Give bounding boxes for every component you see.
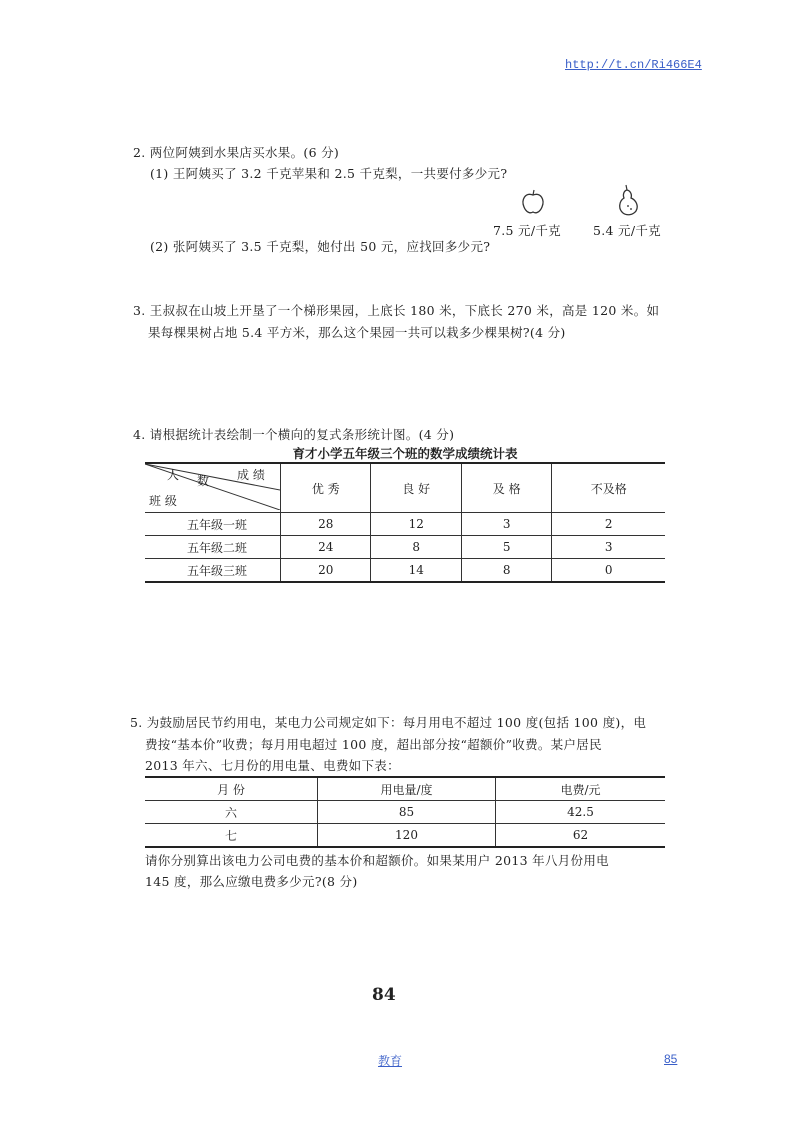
table-cell: 85 bbox=[318, 801, 496, 824]
footer-page-link[interactable]: 85 bbox=[664, 1052, 678, 1066]
table-cell: 8 bbox=[371, 536, 461, 559]
col-header-excellent: 优 秀 bbox=[281, 463, 371, 513]
table-row bbox=[145, 801, 665, 824]
pear-icon bbox=[615, 183, 641, 217]
q4-title: 4. 请根据统计表绘制一个横向的复式条形统计图。(4 分) bbox=[133, 427, 455, 442]
q5-after1: 请你分别算出该电力公司电费的基本价和超额价。如果某用户 2013 年八月份用电 bbox=[145, 853, 609, 868]
electricity-table bbox=[145, 776, 665, 848]
pear-price-label: 5.4 元/千克 bbox=[593, 223, 661, 238]
q5-line1: 5. 为鼓励居民节约用电，某电力公司规定如下：每月用电不超过 100 度(包括 100 度)，电 bbox=[130, 715, 647, 730]
col-header-fail: 不及格 bbox=[552, 463, 665, 513]
table-header-row bbox=[145, 463, 665, 513]
col-header-fee: 电费/元 bbox=[496, 777, 666, 801]
corner-class: 班 级 bbox=[149, 494, 177, 508]
page-number: 84 bbox=[372, 985, 396, 1005]
q3-line2: 果每棵果树占地 5.4 平方米，那么这个果园一共可以栽多少棵果树?(4 分) bbox=[148, 325, 566, 340]
table-cell: 62 bbox=[496, 824, 666, 848]
apple-price-label: 7.5 元/千克 bbox=[493, 223, 561, 238]
diagonal-header-cell bbox=[145, 463, 281, 513]
footer-left-link[interactable]: 教育 bbox=[378, 1054, 403, 1068]
q2-part1: (1) 王阿姨买了 3.2 千克苹果和 2.5 千克梨，一共要付多少元? bbox=[150, 166, 508, 181]
col-header-usage: 用电量/度 bbox=[318, 777, 496, 801]
table-cell: 六 bbox=[145, 801, 318, 824]
table-row bbox=[145, 513, 665, 536]
q2-title: 2. 两位阿姨到水果店买水果。(6 分) bbox=[133, 145, 340, 160]
table-row bbox=[145, 536, 665, 559]
table-row bbox=[145, 559, 665, 583]
corner-people: 人 bbox=[167, 468, 180, 482]
col-header-month: 月 份 bbox=[145, 777, 318, 801]
stats-table-title: 育才小学五年级三个班的数学成绩统计表 bbox=[292, 446, 518, 461]
header-url-link[interactable]: http://t.cn/Ri466E4 bbox=[565, 58, 702, 72]
q5-line3: 2013 年六、七月份的用电量、电费如下表： bbox=[145, 758, 400, 773]
row-label: 五年级三班 bbox=[145, 559, 281, 583]
col-header-pass: 及 格 bbox=[461, 463, 551, 513]
table-cell: 42.5 bbox=[496, 801, 666, 824]
table-cell: 5 bbox=[461, 536, 551, 559]
table-cell: 120 bbox=[318, 824, 496, 848]
corner-count: 数 bbox=[197, 474, 210, 488]
apple-icon bbox=[520, 188, 546, 216]
table-cell: 七 bbox=[145, 824, 318, 848]
table-cell: 12 bbox=[371, 513, 461, 536]
table-header-row bbox=[145, 777, 665, 801]
table-cell: 2 bbox=[552, 513, 665, 536]
table-cell: 24 bbox=[281, 536, 371, 559]
row-label: 五年级二班 bbox=[145, 536, 281, 559]
table-cell: 3 bbox=[552, 536, 665, 559]
q2-part2: (2) 张阿姨买了 3.5 千克梨，她付出 50 元，应找回多少元? bbox=[150, 239, 491, 254]
table-row bbox=[145, 824, 665, 848]
q5-line2: 费按“基本价”收费；每月用电超过 100 度，超出部分按“超额价”收费。某户居民 bbox=[145, 737, 602, 752]
table-cell: 28 bbox=[281, 513, 371, 536]
corner-grade: 成 绩 bbox=[237, 468, 265, 482]
table-cell: 14 bbox=[371, 559, 461, 583]
row-label: 五年级一班 bbox=[145, 513, 281, 536]
table-cell: 20 bbox=[281, 559, 371, 583]
col-header-good: 良 好 bbox=[371, 463, 461, 513]
q5-after2: 145 度，那么应缴电费多少元?(8 分) bbox=[145, 874, 358, 889]
table-cell: 8 bbox=[461, 559, 551, 583]
table-cell: 0 bbox=[552, 559, 665, 583]
table-cell: 3 bbox=[461, 513, 551, 536]
grade-stats-table bbox=[145, 462, 665, 583]
q3-line1: 3. 王叔叔在山坡上开垦了一个梯形果园，上底长 180 米，下底长 270 米，高是 120 米。如 bbox=[133, 303, 660, 318]
